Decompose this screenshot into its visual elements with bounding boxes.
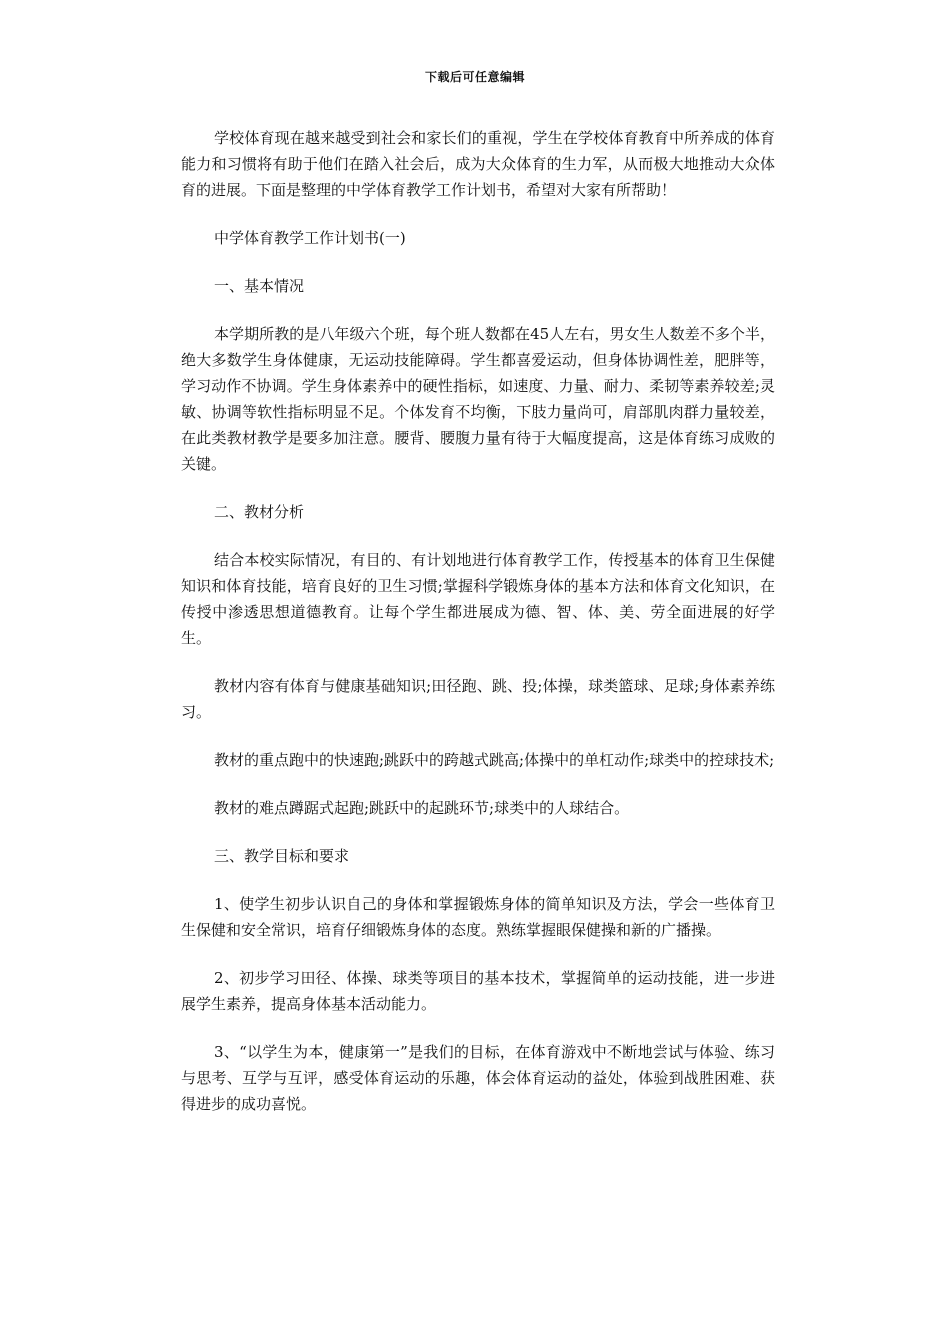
section-heading-material-analysis: 二、教材分析 xyxy=(214,503,305,521)
goal-item-3: 3、“以学生为本，健康第一”是我们的目标，在体育游戏中不断地尝试与体验、练习与思考、互学与互评，感受体育运动的乐趣，体会体育运动的益处，体验到战胜困难、获得进步的成功喜悦。 xyxy=(181,1043,775,1113)
goal-item-1: 1、使学生初步认识自己的身体和掌握锻炼身体的简单知识及方法，学会一些体育卫生保健和安全常识，培育仔细锻炼身体的态度。熟练掌握眼保健操和新的广播操。 xyxy=(181,895,775,939)
document-body xyxy=(181,125,775,1139)
section-heading-goals: 三、教学目标和要求 xyxy=(214,847,350,865)
material-analysis-paragraph: 结合本校实际情况，有目的、有计划地进行体育教学工作，传授基本的体育卫生保健知识和体育技能，培育良好的卫生习惯;掌握科学锻炼身体的基本方法和体育文化知识，在传授中渗透思想道德教育。让每个学生都进展成为德、智、体、美、劳全面进展的好学生。 xyxy=(181,551,775,647)
goal-item-2: 2、初步学习田径、体操、球类等项目的基本技术，掌握简单的运动技能，进一步进展学生素养，提高身体基本活动能力。 xyxy=(181,969,775,1013)
material-difficulties-paragraph: 教材的难点蹲踞式起跑;跳跃中的起跳环节;球类中的人球结合。 xyxy=(214,799,630,817)
section-heading-basic-situation: 一、基本情况 xyxy=(214,277,305,295)
page-header: 下载后可任意编辑 xyxy=(424,70,525,84)
material-key-points-paragraph: 教材的重点跑中的快速跑;跳跃中的跨越式跳高;体操中的单杠动作;球类中的控球技术; xyxy=(214,751,775,769)
document-title: 中学体育教学工作计划书(一) xyxy=(214,229,406,247)
intro-paragraph: 学校体育现在越来越受到社会和家长们的重视，学生在学校体育教育中所养成的体育能力和习惯将有助于他们在踏入社会后，成为大众体育的生力军，从而极大地推动大众体育的进展。下面是整理的中学体育教学工作计划书，希望对大家有所帮助！ xyxy=(181,129,775,199)
basic-situation-paragraph: 本学期所教的是八年级六个班，每个班人数都在45人左右，男女生人数差不多个半，绝大多数学生身体健康，无运动技能障碍。学生都喜爱运动，但身体协调性差，肥胖等，学习动作不协调。学生身体素养中的硬性指标，如速度、力量、耐力、柔韧等素养较差;灵敏、协调等软性指标明显不足。个体发育不均衡，下肢力量尚可，肩部肌肉群力量较差，在此类教材教学是要多加注意。腰背、腰腹力量有待于大幅度提高，这是体育练习成败的关键。 xyxy=(181,325,775,473)
material-content-paragraph: 教材内容有体育与健康基础知识;田径跑、跳、投;体操，球类篮球、足球;身体素养练习。 xyxy=(181,677,775,721)
